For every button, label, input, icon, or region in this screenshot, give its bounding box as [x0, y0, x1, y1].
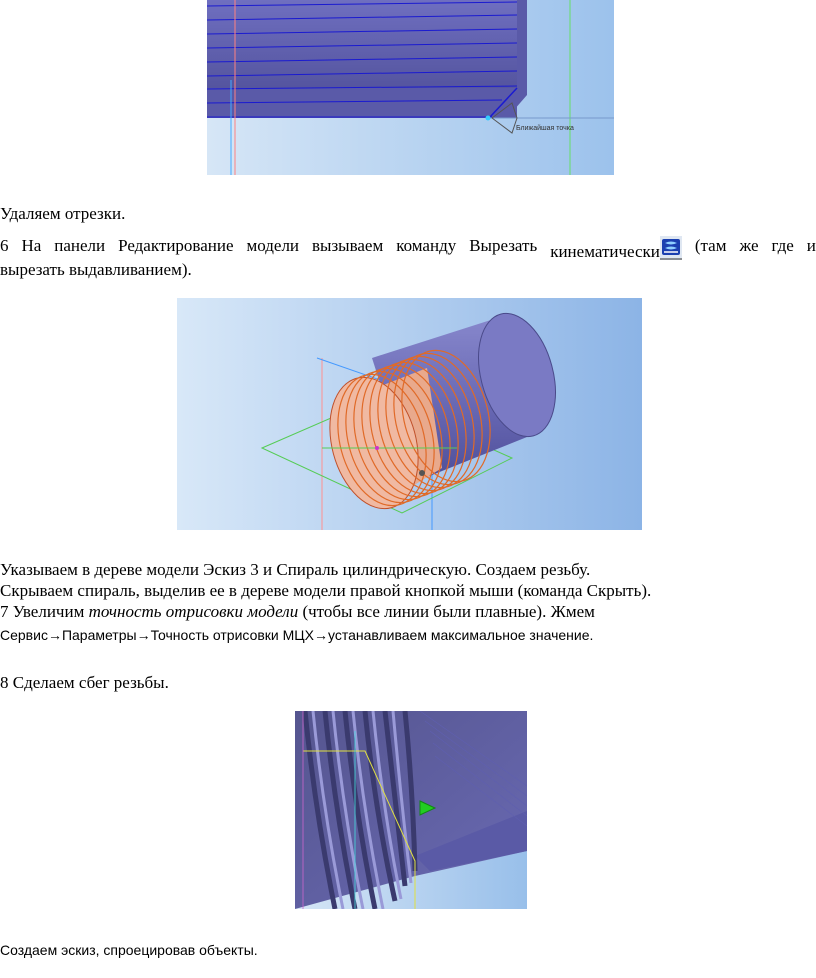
- word: вызываем: [312, 236, 384, 255]
- word: где: [771, 236, 794, 255]
- text-specify-sketch: Указываем в дереве модели Эскиз 3 и Спираль цилиндрическую. Создаем резьбу.: [0, 560, 591, 579]
- cad-viewport-1: [207, 0, 614, 175]
- text-delete-segments: Удаляем отрезки.: [0, 204, 126, 223]
- cad-viewport-2: [177, 298, 642, 530]
- figure-thread-runout: [295, 711, 527, 909]
- cut-kinematic-icon: [660, 236, 682, 260]
- text-menu-path: Сервис→Параметры→Точность отрисовки МЦХ→устанавливаем максимальное значение.: [0, 627, 594, 643]
- word: модели: [246, 236, 300, 255]
- figure-sketch-cut: [207, 0, 614, 175]
- word: и: [806, 236, 816, 255]
- text-run: (чтобы все линии были плавные). Жмем: [298, 602, 595, 621]
- word: же: [739, 236, 759, 255]
- cad-viewport-3: [295, 711, 527, 909]
- word: На: [21, 236, 42, 255]
- text-hide-spiral: Скрываем спираль, выделив ее в дереве модели правой кнопкой мыши (команда Скрыть).: [0, 581, 652, 600]
- word: Редактирование: [118, 236, 234, 255]
- nearest-point-label: Ближайшая точка: [516, 125, 574, 132]
- text-step-6-line2: вырезать выдавливанием).: [0, 260, 192, 279]
- word-with-icon: [550, 236, 682, 262]
- figure-thread-cylinder: [177, 298, 642, 530]
- italic-run: точность отрисовки модели: [88, 602, 299, 621]
- word: 6: [0, 236, 9, 255]
- text-step-8: 8 Сделаем сбег резьбы.: [0, 673, 169, 692]
- word: (там: [694, 236, 727, 255]
- text-run: 7 Увеличим: [0, 602, 89, 621]
- text-step-6-line1: [0, 236, 816, 262]
- text-create-sketch: Создаем эскиз, спроецировав объекты.: [0, 942, 258, 958]
- word: кинематически: [550, 242, 660, 261]
- word: Вырезать: [469, 236, 538, 255]
- word: панели: [54, 236, 106, 255]
- text-step-7: [0, 602, 595, 622]
- word: команду: [396, 236, 457, 255]
